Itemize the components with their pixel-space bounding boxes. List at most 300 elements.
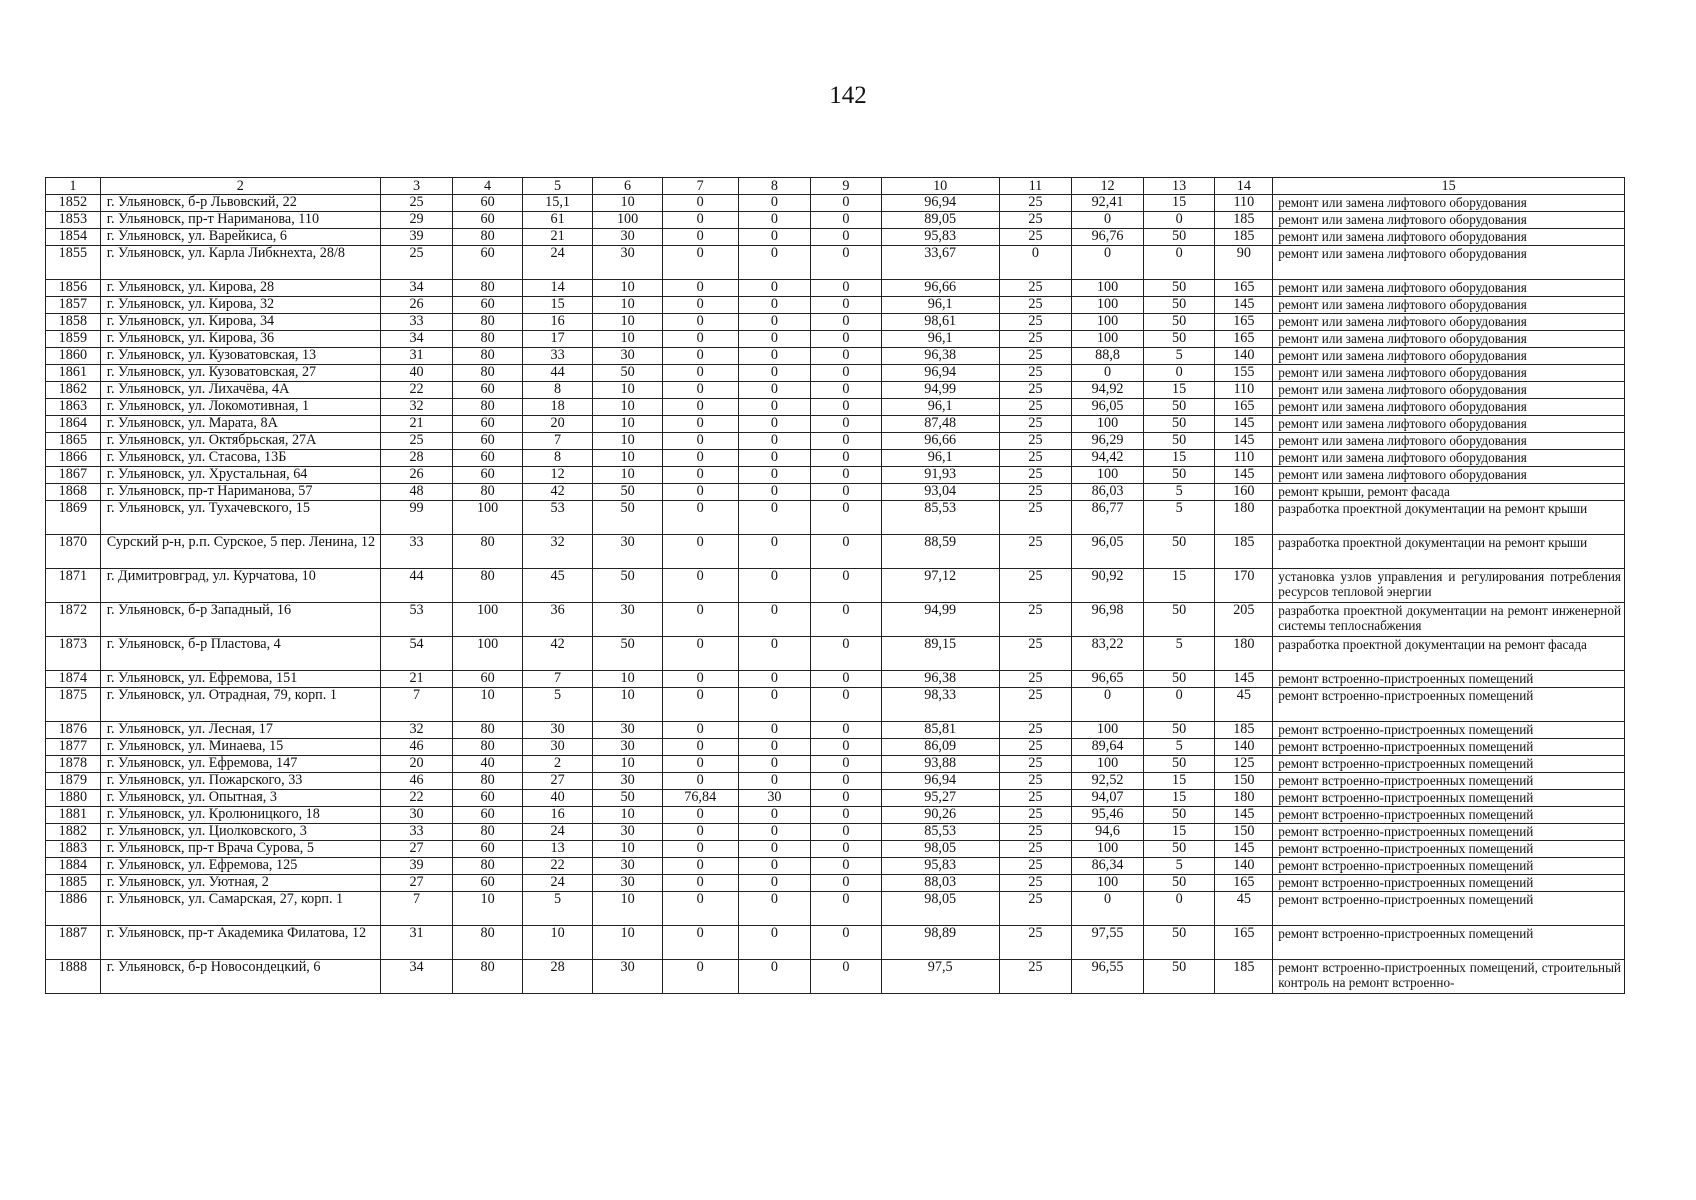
table-body bbox=[46, 195, 1625, 994]
cell-col-10: 96,1 bbox=[881, 331, 999, 348]
cell-col-11: 25 bbox=[999, 960, 1072, 994]
cell-col-5: 12 bbox=[522, 467, 593, 484]
header-cell-col-10: 10 bbox=[881, 178, 999, 195]
cell-col-12: 96,98 bbox=[1072, 603, 1144, 637]
cell-col-7: 0 bbox=[662, 297, 738, 314]
cell-col-4: 80 bbox=[453, 484, 522, 501]
cell-col-12: 88,8 bbox=[1072, 348, 1144, 365]
cell-col-8: 0 bbox=[738, 433, 811, 450]
cell-col-7: 0 bbox=[662, 875, 738, 892]
cell-col-8: 0 bbox=[738, 824, 811, 841]
cell-col-13: 15 bbox=[1143, 790, 1215, 807]
cell-col-4: 100 bbox=[453, 501, 522, 535]
cell-col-11: 25 bbox=[999, 756, 1072, 773]
cell-work-type: ремонт встроенно-пристроенных помещений bbox=[1273, 722, 1625, 739]
cell-address: г. Ульяновск, ул. Кирова, 32 bbox=[100, 297, 380, 314]
cell-col-8: 0 bbox=[738, 671, 811, 688]
cell-work-type: ремонт встроенно-пристроенных помещений bbox=[1273, 858, 1625, 875]
cell-address: г. Ульяновск, ул. Лесная, 17 bbox=[100, 722, 380, 739]
cell-col-3: 48 bbox=[380, 484, 453, 501]
table-row bbox=[46, 229, 1625, 246]
cell-work-type: ремонт встроенно-пристроенных помещений bbox=[1273, 926, 1625, 960]
cell-work-type: ремонт или замена лифтового оборудования bbox=[1273, 331, 1625, 348]
cell-col-5: 7 bbox=[522, 671, 593, 688]
cell-col-11: 25 bbox=[999, 841, 1072, 858]
cell-col-3: 46 bbox=[380, 773, 453, 790]
cell-col-6: 10 bbox=[593, 382, 662, 399]
cell-col-11: 25 bbox=[999, 484, 1072, 501]
cell-col-5: 40 bbox=[522, 790, 593, 807]
cell-col-13: 50 bbox=[1143, 416, 1215, 433]
cell-address: г. Ульяновск, б-р Новосондецкий, 6 bbox=[100, 960, 380, 994]
cell-col-3: 20 bbox=[380, 756, 453, 773]
cell-col-11: 25 bbox=[999, 807, 1072, 824]
cell-col-11: 25 bbox=[999, 467, 1072, 484]
cell-col-4: 60 bbox=[453, 467, 522, 484]
cell-col-11: 25 bbox=[999, 433, 1072, 450]
cell-col-8: 0 bbox=[738, 348, 811, 365]
cell-col-3: 33 bbox=[380, 535, 453, 569]
cell-col-10: 85,53 bbox=[881, 824, 999, 841]
cell-col-9: 0 bbox=[811, 841, 882, 858]
cell-col-5: 20 bbox=[522, 416, 593, 433]
cell-col-4: 80 bbox=[453, 824, 522, 841]
cell-work-type: разработка проектной документации на ремонт фасада bbox=[1273, 637, 1625, 671]
cell-col-6: 30 bbox=[593, 875, 662, 892]
cell-col-6: 30 bbox=[593, 739, 662, 756]
cell-col-11: 25 bbox=[999, 603, 1072, 637]
cell-row-number: 1853 bbox=[46, 212, 101, 229]
cell-col-12: 100 bbox=[1072, 314, 1144, 331]
cell-col-11: 25 bbox=[999, 773, 1072, 790]
cell-col-12: 100 bbox=[1072, 841, 1144, 858]
cell-col-3: 25 bbox=[380, 246, 453, 280]
cell-col-13: 50 bbox=[1143, 807, 1215, 824]
cell-col-14: 180 bbox=[1215, 501, 1273, 535]
table-row bbox=[46, 960, 1625, 994]
cell-col-6: 30 bbox=[593, 960, 662, 994]
cell-col-8: 0 bbox=[738, 416, 811, 433]
cell-col-13: 50 bbox=[1143, 314, 1215, 331]
table-row bbox=[46, 858, 1625, 875]
cell-col-6: 30 bbox=[593, 229, 662, 246]
header-cell-col-14: 14 bbox=[1215, 178, 1273, 195]
cell-col-13: 15 bbox=[1143, 195, 1215, 212]
cell-row-number: 1875 bbox=[46, 688, 101, 722]
cell-address: г. Ульяновск, ул. Циолковского, 3 bbox=[100, 824, 380, 841]
cell-row-number: 1887 bbox=[46, 926, 101, 960]
cell-col-14: 110 bbox=[1215, 382, 1273, 399]
cell-address: г. Ульяновск, ул. Отрадная, 79, корп. 1 bbox=[100, 688, 380, 722]
table-row bbox=[46, 824, 1625, 841]
table-row bbox=[46, 739, 1625, 756]
cell-col-6: 30 bbox=[593, 722, 662, 739]
table-row bbox=[46, 195, 1625, 212]
cell-col-7: 0 bbox=[662, 416, 738, 433]
cell-address: г. Ульяновск, ул. Кирова, 34 bbox=[100, 314, 380, 331]
table-row bbox=[46, 297, 1625, 314]
cell-col-7: 0 bbox=[662, 450, 738, 467]
cell-col-10: 98,05 bbox=[881, 841, 999, 858]
cell-col-11: 25 bbox=[999, 195, 1072, 212]
cell-col-13: 50 bbox=[1143, 960, 1215, 994]
cell-col-6: 100 bbox=[593, 212, 662, 229]
cell-col-9: 0 bbox=[811, 365, 882, 382]
cell-col-4: 80 bbox=[453, 399, 522, 416]
header-cell-col-9: 9 bbox=[811, 178, 882, 195]
cell-col-9: 0 bbox=[811, 569, 882, 603]
cell-col-3: 32 bbox=[380, 722, 453, 739]
cell-col-4: 10 bbox=[453, 892, 522, 926]
cell-col-9: 0 bbox=[811, 382, 882, 399]
cell-col-5: 42 bbox=[522, 637, 593, 671]
cell-col-13: 50 bbox=[1143, 926, 1215, 960]
cell-col-9: 0 bbox=[811, 790, 882, 807]
cell-col-3: 33 bbox=[380, 824, 453, 841]
cell-col-11: 25 bbox=[999, 399, 1072, 416]
cell-col-12: 100 bbox=[1072, 297, 1144, 314]
cell-work-type: ремонт крыши, ремонт фасада bbox=[1273, 484, 1625, 501]
cell-col-14: 205 bbox=[1215, 603, 1273, 637]
cell-col-3: 21 bbox=[380, 416, 453, 433]
cell-address: г. Ульяновск, ул. Локомотивная, 1 bbox=[100, 399, 380, 416]
cell-col-13: 50 bbox=[1143, 535, 1215, 569]
cell-col-8: 0 bbox=[738, 637, 811, 671]
cell-col-14: 145 bbox=[1215, 297, 1273, 314]
cell-col-11: 25 bbox=[999, 688, 1072, 722]
cell-col-10: 98,89 bbox=[881, 926, 999, 960]
table-row bbox=[46, 484, 1625, 501]
cell-col-6: 30 bbox=[593, 246, 662, 280]
cell-address: г. Димитровград, ул. Курчатова, 10 bbox=[100, 569, 380, 603]
cell-row-number: 1883 bbox=[46, 841, 101, 858]
header-cell-col-3: 3 bbox=[380, 178, 453, 195]
cell-col-4: 60 bbox=[453, 297, 522, 314]
cell-col-14: 145 bbox=[1215, 807, 1273, 824]
cell-col-13: 15 bbox=[1143, 382, 1215, 399]
cell-col-11: 25 bbox=[999, 739, 1072, 756]
cell-col-6: 50 bbox=[593, 501, 662, 535]
cell-address: г. Ульяновск, ул. Кузоватовская, 27 bbox=[100, 365, 380, 382]
cell-col-10: 93,88 bbox=[881, 756, 999, 773]
cell-col-6: 10 bbox=[593, 892, 662, 926]
cell-col-7: 0 bbox=[662, 858, 738, 875]
cell-col-14: 160 bbox=[1215, 484, 1273, 501]
cell-col-12: 0 bbox=[1072, 212, 1144, 229]
table-row bbox=[46, 348, 1625, 365]
cell-row-number: 1888 bbox=[46, 960, 101, 994]
cell-col-9: 0 bbox=[811, 399, 882, 416]
cell-col-6: 10 bbox=[593, 841, 662, 858]
cell-col-13: 15 bbox=[1143, 450, 1215, 467]
cell-col-9: 0 bbox=[811, 212, 882, 229]
cell-col-14: 140 bbox=[1215, 739, 1273, 756]
cell-col-7: 0 bbox=[662, 841, 738, 858]
cell-col-7: 0 bbox=[662, 569, 738, 603]
cell-col-11: 25 bbox=[999, 297, 1072, 314]
cell-col-8: 0 bbox=[738, 569, 811, 603]
cell-col-12: 94,92 bbox=[1072, 382, 1144, 399]
table-row bbox=[46, 841, 1625, 858]
cell-col-9: 0 bbox=[811, 416, 882, 433]
cell-col-11: 25 bbox=[999, 790, 1072, 807]
cell-col-9: 0 bbox=[811, 280, 882, 297]
cell-col-9: 0 bbox=[811, 875, 882, 892]
cell-col-8: 0 bbox=[738, 926, 811, 960]
cell-col-10: 88,59 bbox=[881, 535, 999, 569]
cell-col-12: 100 bbox=[1072, 331, 1144, 348]
cell-col-10: 96,66 bbox=[881, 280, 999, 297]
cell-col-5: 27 bbox=[522, 773, 593, 790]
cell-col-5: 32 bbox=[522, 535, 593, 569]
cell-col-13: 50 bbox=[1143, 875, 1215, 892]
cell-work-type: ремонт встроенно-пристроенных помещений bbox=[1273, 756, 1625, 773]
cell-col-6: 10 bbox=[593, 671, 662, 688]
cell-col-6: 10 bbox=[593, 297, 662, 314]
cell-col-7: 0 bbox=[662, 246, 738, 280]
cell-col-3: 7 bbox=[380, 688, 453, 722]
cell-col-3: 27 bbox=[380, 841, 453, 858]
cell-col-4: 60 bbox=[453, 790, 522, 807]
cell-col-7: 0 bbox=[662, 824, 738, 841]
cell-col-14: 185 bbox=[1215, 535, 1273, 569]
header-cell-col-5: 5 bbox=[522, 178, 593, 195]
cell-col-14: 145 bbox=[1215, 416, 1273, 433]
header-cell-col-7: 7 bbox=[662, 178, 738, 195]
cell-col-9: 0 bbox=[811, 892, 882, 926]
cell-row-number: 1870 bbox=[46, 535, 101, 569]
cell-col-12: 96,65 bbox=[1072, 671, 1144, 688]
cell-work-type: ремонт или замена лифтового оборудования bbox=[1273, 246, 1625, 280]
cell-row-number: 1862 bbox=[46, 382, 101, 399]
cell-col-13: 0 bbox=[1143, 365, 1215, 382]
cell-col-9: 0 bbox=[811, 348, 882, 365]
cell-col-14: 90 bbox=[1215, 246, 1273, 280]
cell-row-number: 1871 bbox=[46, 569, 101, 603]
cell-col-3: 40 bbox=[380, 365, 453, 382]
cell-row-number: 1880 bbox=[46, 790, 101, 807]
cell-col-5: 45 bbox=[522, 569, 593, 603]
cell-work-type: разработка проектной документации на ремонт инженерной системы теплоснабжения bbox=[1273, 603, 1625, 637]
cell-col-8: 0 bbox=[738, 246, 811, 280]
cell-col-3: 26 bbox=[380, 297, 453, 314]
cell-col-5: 2 bbox=[522, 756, 593, 773]
cell-row-number: 1860 bbox=[46, 348, 101, 365]
cell-col-13: 50 bbox=[1143, 331, 1215, 348]
header-cell-col-2: 2 bbox=[100, 178, 380, 195]
cell-col-6: 50 bbox=[593, 637, 662, 671]
cell-row-number: 1865 bbox=[46, 433, 101, 450]
cell-work-type: ремонт встроенно-пристроенных помещений bbox=[1273, 892, 1625, 926]
cell-col-4: 80 bbox=[453, 365, 522, 382]
cell-col-11: 25 bbox=[999, 416, 1072, 433]
cell-col-14: 45 bbox=[1215, 688, 1273, 722]
cell-col-7: 0 bbox=[662, 807, 738, 824]
table-row bbox=[46, 450, 1625, 467]
cell-work-type: ремонт встроенно-пристроенных помещений bbox=[1273, 841, 1625, 858]
cell-col-10: 96,38 bbox=[881, 671, 999, 688]
cell-address: г. Ульяновск, б-р Пластова, 4 bbox=[100, 637, 380, 671]
cell-col-13: 15 bbox=[1143, 569, 1215, 603]
cell-col-11: 25 bbox=[999, 365, 1072, 382]
cell-col-5: 53 bbox=[522, 501, 593, 535]
cell-col-5: 24 bbox=[522, 246, 593, 280]
cell-col-14: 185 bbox=[1215, 960, 1273, 994]
cell-col-7: 0 bbox=[662, 433, 738, 450]
cell-col-8: 0 bbox=[738, 603, 811, 637]
cell-col-11: 25 bbox=[999, 229, 1072, 246]
cell-col-5: 8 bbox=[522, 450, 593, 467]
cell-col-4: 80 bbox=[453, 722, 522, 739]
cell-col-4: 100 bbox=[453, 637, 522, 671]
cell-col-8: 0 bbox=[738, 229, 811, 246]
cell-col-7: 0 bbox=[662, 892, 738, 926]
cell-row-number: 1854 bbox=[46, 229, 101, 246]
cell-col-6: 10 bbox=[593, 416, 662, 433]
cell-col-5: 61 bbox=[522, 212, 593, 229]
cell-row-number: 1877 bbox=[46, 739, 101, 756]
cell-col-8: 0 bbox=[738, 739, 811, 756]
cell-col-8: 0 bbox=[738, 688, 811, 722]
cell-col-9: 0 bbox=[811, 433, 882, 450]
cell-address: г. Ульяновск, ул. Стасова, 13Б bbox=[100, 450, 380, 467]
cell-col-9: 0 bbox=[811, 739, 882, 756]
cell-col-13: 50 bbox=[1143, 603, 1215, 637]
cell-col-11: 25 bbox=[999, 501, 1072, 535]
cell-col-4: 10 bbox=[453, 688, 522, 722]
table-row bbox=[46, 790, 1625, 807]
cell-col-9: 0 bbox=[811, 229, 882, 246]
cell-col-5: 17 bbox=[522, 331, 593, 348]
table-row bbox=[46, 331, 1625, 348]
cell-address: г. Ульяновск, ул. Тухачевского, 15 bbox=[100, 501, 380, 535]
cell-row-number: 1869 bbox=[46, 501, 101, 535]
cell-col-14: 165 bbox=[1215, 875, 1273, 892]
cell-col-7: 0 bbox=[662, 535, 738, 569]
cell-col-3: 31 bbox=[380, 348, 453, 365]
cell-col-14: 155 bbox=[1215, 365, 1273, 382]
cell-col-11: 25 bbox=[999, 450, 1072, 467]
cell-address: г. Ульяновск, ул. Опытная, 3 bbox=[100, 790, 380, 807]
cell-col-5: 44 bbox=[522, 365, 593, 382]
cell-col-13: 5 bbox=[1143, 858, 1215, 875]
cell-col-4: 60 bbox=[453, 433, 522, 450]
cell-col-13: 50 bbox=[1143, 399, 1215, 416]
cell-col-13: 15 bbox=[1143, 773, 1215, 790]
cell-col-13: 5 bbox=[1143, 484, 1215, 501]
cell-col-12: 0 bbox=[1072, 246, 1144, 280]
cell-col-8: 0 bbox=[738, 722, 811, 739]
cell-col-13: 5 bbox=[1143, 501, 1215, 535]
cell-col-13: 50 bbox=[1143, 297, 1215, 314]
cell-col-5: 8 bbox=[522, 382, 593, 399]
register-table-container bbox=[45, 177, 1625, 994]
cell-col-4: 80 bbox=[453, 569, 522, 603]
cell-col-3: 39 bbox=[380, 229, 453, 246]
cell-col-4: 80 bbox=[453, 926, 522, 960]
cell-col-14: 145 bbox=[1215, 467, 1273, 484]
cell-col-3: 32 bbox=[380, 399, 453, 416]
cell-col-10: 93,04 bbox=[881, 484, 999, 501]
cell-col-7: 0 bbox=[662, 637, 738, 671]
table-row bbox=[46, 569, 1625, 603]
cell-row-number: 1856 bbox=[46, 280, 101, 297]
cell-col-12: 96,05 bbox=[1072, 535, 1144, 569]
cell-col-4: 80 bbox=[453, 314, 522, 331]
cell-row-number: 1864 bbox=[46, 416, 101, 433]
table-row bbox=[46, 467, 1625, 484]
cell-col-10: 85,81 bbox=[881, 722, 999, 739]
cell-col-14: 165 bbox=[1215, 314, 1273, 331]
cell-col-6: 30 bbox=[593, 824, 662, 841]
cell-col-10: 89,15 bbox=[881, 637, 999, 671]
cell-col-9: 0 bbox=[811, 535, 882, 569]
cell-col-11: 25 bbox=[999, 858, 1072, 875]
cell-col-4: 80 bbox=[453, 960, 522, 994]
cell-col-12: 94,42 bbox=[1072, 450, 1144, 467]
cell-col-8: 0 bbox=[738, 807, 811, 824]
cell-col-7: 0 bbox=[662, 348, 738, 365]
cell-col-3: 30 bbox=[380, 807, 453, 824]
cell-address: г. Ульяновск, ул. Кролюницкого, 18 bbox=[100, 807, 380, 824]
cell-address: г. Ульяновск, ул. Карла Либкнехта, 28/8 bbox=[100, 246, 380, 280]
cell-col-12: 94,6 bbox=[1072, 824, 1144, 841]
cell-address: г. Ульяновск, ул. Октябрьская, 27А bbox=[100, 433, 380, 450]
cell-col-14: 125 bbox=[1215, 756, 1273, 773]
cell-col-5: 13 bbox=[522, 841, 593, 858]
cell-col-12: 92,52 bbox=[1072, 773, 1144, 790]
cell-col-11: 25 bbox=[999, 875, 1072, 892]
cell-col-8: 30 bbox=[738, 790, 811, 807]
cell-col-9: 0 bbox=[811, 756, 882, 773]
cell-col-10: 95,83 bbox=[881, 229, 999, 246]
cell-col-11: 0 bbox=[999, 246, 1072, 280]
cell-col-7: 0 bbox=[662, 722, 738, 739]
cell-col-12: 0 bbox=[1072, 365, 1144, 382]
cell-col-6: 10 bbox=[593, 399, 662, 416]
cell-col-7: 0 bbox=[662, 229, 738, 246]
cell-col-5: 7 bbox=[522, 433, 593, 450]
cell-col-3: 99 bbox=[380, 501, 453, 535]
cell-col-13: 0 bbox=[1143, 688, 1215, 722]
table-header-row bbox=[46, 178, 1625, 195]
cell-col-7: 0 bbox=[662, 756, 738, 773]
cell-col-4: 80 bbox=[453, 535, 522, 569]
cell-col-9: 0 bbox=[811, 195, 882, 212]
cell-col-5: 15,1 bbox=[522, 195, 593, 212]
cell-col-7: 0 bbox=[662, 467, 738, 484]
cell-col-14: 110 bbox=[1215, 195, 1273, 212]
cell-row-number: 1858 bbox=[46, 314, 101, 331]
cell-col-10: 87,48 bbox=[881, 416, 999, 433]
cell-col-8: 0 bbox=[738, 365, 811, 382]
table-row bbox=[46, 603, 1625, 637]
cell-col-4: 80 bbox=[453, 739, 522, 756]
cell-work-type: ремонт или замена лифтового оборудования bbox=[1273, 280, 1625, 297]
cell-work-type: ремонт или замена лифтового оборудования bbox=[1273, 467, 1625, 484]
cell-col-5: 33 bbox=[522, 348, 593, 365]
cell-row-number: 1866 bbox=[46, 450, 101, 467]
cell-col-8: 0 bbox=[738, 399, 811, 416]
cell-col-8: 0 bbox=[738, 331, 811, 348]
cell-col-4: 60 bbox=[453, 416, 522, 433]
cell-col-6: 50 bbox=[593, 790, 662, 807]
cell-col-4: 40 bbox=[453, 756, 522, 773]
cell-col-3: 33 bbox=[380, 314, 453, 331]
cell-col-12: 96,55 bbox=[1072, 960, 1144, 994]
cell-col-4: 60 bbox=[453, 875, 522, 892]
cell-work-type: ремонт или замена лифтового оборудования bbox=[1273, 314, 1625, 331]
